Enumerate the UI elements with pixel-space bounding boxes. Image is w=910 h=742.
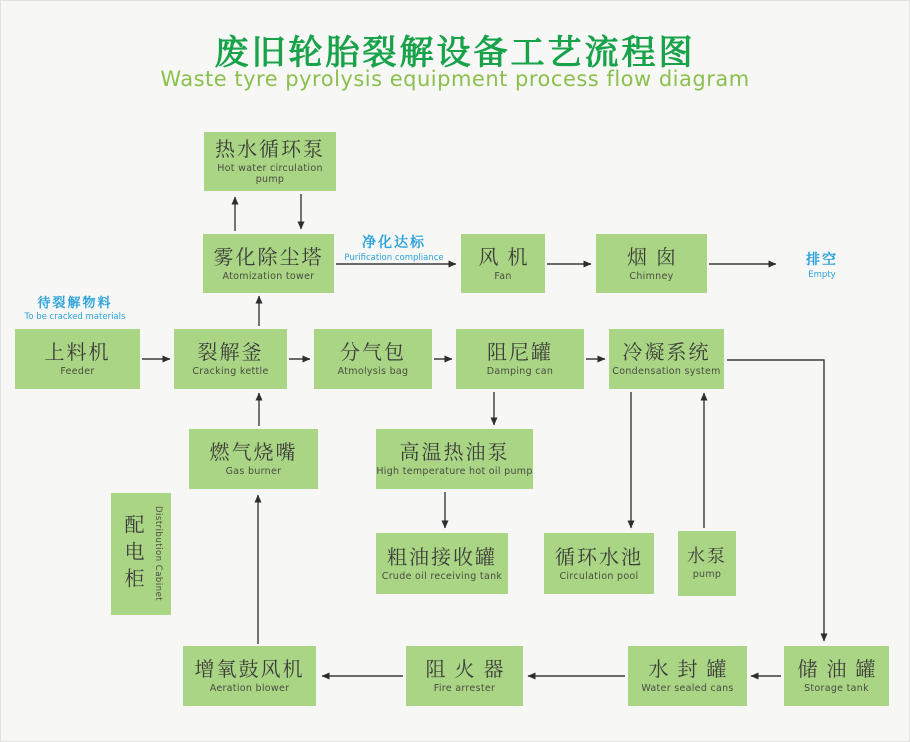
node-label-en: Atmolysis bag bbox=[337, 366, 409, 377]
node-label-zh: 循环水池 bbox=[555, 544, 643, 569]
node-label-en: Feeder bbox=[60, 366, 95, 377]
node-label-en: Fire arrester bbox=[433, 683, 496, 694]
node-water-pump bbox=[678, 531, 736, 596]
node-label-en: Storage tank bbox=[804, 683, 869, 694]
node-high-temperature-hot-oil-pump bbox=[376, 429, 533, 489]
annotation-to-be-cracked-en: To be cracked materials bbox=[24, 312, 126, 322]
node-label-zh: 储油罐 bbox=[797, 657, 885, 681]
node-storage-tank bbox=[784, 646, 889, 706]
node-label-zh: 冷凝系统 bbox=[622, 340, 711, 364]
node-distribution-cabinet bbox=[111, 493, 171, 615]
annotation-purification-zh: 净化达标 bbox=[362, 235, 426, 251]
node-label-en: pump bbox=[692, 569, 722, 581]
annotation-empty-zh: 排空 bbox=[806, 252, 838, 268]
node-label-zh: 雾化除尘塔 bbox=[213, 244, 324, 269]
node-label-zh: 水泵 bbox=[687, 545, 727, 567]
annotation-purification-en: Purification compliance bbox=[344, 253, 444, 263]
annotation-to-be-cracked bbox=[15, 292, 135, 322]
node-label-en: High temperature hot oil pump bbox=[376, 466, 533, 477]
node-label-zh: 风机 bbox=[478, 244, 537, 269]
node-label-en: Fan bbox=[494, 270, 512, 282]
node-label-en: Distribution Cabinet bbox=[153, 506, 163, 602]
node-label-zh: 热水循环泵 bbox=[215, 137, 325, 161]
node-atmolysis-bag bbox=[314, 329, 432, 389]
node-label-en: Gas burner bbox=[225, 466, 282, 477]
node-crude-oil-receiving-tank bbox=[376, 533, 508, 594]
node-label-en: Aeration blower bbox=[209, 683, 290, 694]
page-title: 废旧轮胎裂解设备工艺流程图 bbox=[214, 33, 696, 73]
node-label-en: Hot water circulation pump bbox=[217, 163, 323, 185]
node-label-en: Crude oil receiving tank bbox=[381, 570, 503, 582]
node-damping-can bbox=[456, 329, 584, 389]
node-label-zh: 烟囱 bbox=[627, 244, 685, 269]
node-feeder bbox=[15, 329, 140, 389]
node-label-en: Chimney bbox=[629, 270, 674, 282]
node-label-zh: 阻火器 bbox=[425, 657, 513, 681]
annotation-to-be-cracked-zh: 待裂解物料 bbox=[37, 296, 113, 311]
edge-condensation-to-storagetank bbox=[727, 360, 824, 641]
node-label-en: Cracking kettle bbox=[192, 366, 269, 377]
node-label-zh: 裂解釜 bbox=[197, 340, 264, 364]
node-label-zh: 高温热油泵 bbox=[399, 440, 510, 464]
node-chimney bbox=[596, 234, 707, 293]
page-subtitle: Waste tyre pyrolysis equipment process flow diagram bbox=[160, 67, 750, 91]
node-label-en: Water sealed cans bbox=[641, 683, 734, 694]
node-label-zh: 燃气烧嘴 bbox=[209, 440, 298, 464]
node-circulation-pool bbox=[544, 533, 654, 594]
node-fire-arrester bbox=[406, 646, 523, 706]
annotation-empty-en: Empty bbox=[808, 270, 836, 280]
node-hot-water-circulation-pump bbox=[204, 132, 336, 191]
node-atomization-tower bbox=[203, 234, 334, 293]
node-gas-burner bbox=[189, 429, 318, 489]
annotation-empty bbox=[791, 249, 853, 280]
node-label-en: Circulation pool bbox=[559, 570, 639, 582]
node-label-zh: 粗油接收罐 bbox=[387, 544, 497, 569]
node-label-zh: 分气包 bbox=[340, 340, 406, 364]
node-label-zh: 增氧鼓风机 bbox=[194, 657, 305, 681]
node-condensation-system bbox=[609, 329, 724, 389]
node-label-en: Condensation system bbox=[612, 366, 721, 377]
node-label-zh: 水封罐 bbox=[648, 657, 736, 681]
node-label-zh: 配电柜 bbox=[121, 513, 145, 595]
node-cracking-kettle bbox=[174, 329, 287, 389]
node-label-zh: 阻尼罐 bbox=[487, 340, 553, 364]
annotation-purification bbox=[334, 232, 454, 263]
node-aeration-blower bbox=[183, 646, 316, 706]
node-label-en: Damping can bbox=[486, 366, 554, 377]
node-label-en: Atomization tower bbox=[222, 270, 315, 282]
node-label-zh: 上料机 bbox=[44, 340, 111, 364]
node-fan bbox=[461, 234, 545, 293]
node-water-sealed-cans bbox=[628, 646, 747, 706]
